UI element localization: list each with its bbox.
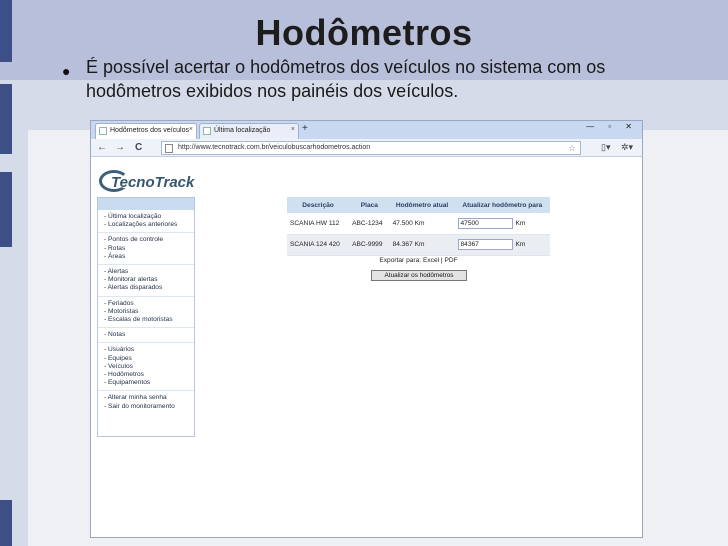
tab-ultima-localizacao[interactable]	[199, 123, 299, 139]
column-header: Placa	[349, 197, 390, 213]
menu-group	[98, 233, 194, 265]
forward-arrow-icon[interactable]: →	[115, 142, 125, 153]
update-odometers-button[interactable]: Atualizar os hodômetros	[371, 270, 467, 281]
export-pdf-link[interactable]: PDF	[444, 257, 458, 264]
browser-window	[90, 120, 643, 538]
unit-label: Km	[515, 241, 526, 249]
menu-item-equipamentos[interactable]: - Equipamentos	[104, 379, 151, 387]
table-row	[287, 213, 550, 234]
menu-item-ultima-localizacao[interactable]: - Última localização	[104, 213, 162, 220]
side-menu	[97, 197, 195, 437]
menu-item-veiculos[interactable]: - Veículos	[104, 362, 133, 370]
menu-group	[98, 297, 194, 329]
tab-bar	[91, 121, 642, 139]
page-favicon-icon	[99, 127, 107, 135]
cell-hodometro-atual: 47.500 Km	[390, 213, 455, 234]
slide-bullet-text: É possível acertar o hodômetros dos veículos no sistema com os hodômetros exibidos nos painéis dos veículos.	[86, 57, 606, 101]
menu-group	[98, 210, 194, 233]
menu-item-usuarios[interactable]: - Usuários	[104, 346, 135, 354]
web-page	[91, 157, 643, 538]
menu-item-areas[interactable]: - Áreas	[104, 252, 126, 260]
cell-descricao: SCANIA 124 420	[287, 234, 349, 255]
menu-item-alterar-senha[interactable]: - Alterar minha senha	[104, 394, 167, 402]
tools-menu-icon[interactable]: ✲▾	[621, 142, 634, 152]
slide-decor-block	[0, 500, 12, 546]
tab-hodometros[interactable]	[95, 123, 197, 139]
menu-group	[98, 343, 194, 391]
menu-item-escalas-de-motoristas[interactable]: - Escalas de motoristas	[104, 316, 173, 324]
bullet-icon: ●	[62, 63, 71, 79]
new-tab-button[interactable]: +	[302, 123, 308, 134]
menu-item-localizacoes-anteriores[interactable]: - Localizações anteriores	[104, 221, 178, 229]
page-menu-icon[interactable]: ▯▾	[601, 142, 611, 152]
menu-item-equipes[interactable]: - Equipes	[104, 354, 132, 362]
column-header: Atualizar hodômetro para	[455, 197, 551, 213]
slide-decor-block	[0, 172, 12, 247]
menu-item-feriados[interactable]: - Feriados	[104, 299, 134, 307]
export-excel-link[interactable]: Excel	[422, 257, 440, 264]
menu-item-pontos-de-controle[interactable]: - Pontos de controle	[104, 236, 164, 244]
menu-item-hodometros[interactable]: - Hodômetros	[104, 371, 144, 379]
column-header: Descrição	[287, 197, 349, 213]
side-menu-header	[98, 198, 194, 210]
menu-item-notas[interactable]: - Notas	[104, 331, 126, 339]
export-separator: |	[440, 257, 443, 264]
tab-label: Última localização	[214, 127, 271, 134]
url-text: http://www.tecnotrack.com.br/veiculobuscarhodometros.action	[178, 144, 371, 151]
column-header: Hodômetro atual	[390, 197, 455, 213]
logo-text: TecnoTrack	[111, 174, 195, 191]
cell-atualizar	[455, 234, 551, 255]
bookmark-star-icon[interactable]: ☆	[567, 143, 576, 153]
menu-group	[98, 391, 194, 413]
menu-item-sair[interactable]: - Sair do monitoramento	[104, 402, 175, 410]
cell-placa: ABC-1234	[349, 213, 390, 234]
back-arrow-icon[interactable]: ←	[97, 142, 107, 153]
cell-descricao: SCANIA HW 112	[287, 213, 349, 234]
menu-group	[98, 265, 194, 297]
export-links	[287, 257, 550, 264]
menu-item-alertas-disparados[interactable]: - Alertas disparados	[104, 284, 163, 292]
close-tab-icon[interactable]: ×	[188, 126, 193, 133]
table-row	[287, 234, 550, 255]
unit-label: Km	[515, 220, 526, 227]
page-icon	[165, 144, 173, 153]
menu-group	[98, 328, 194, 343]
odometer-input[interactable]: 47500	[458, 218, 513, 229]
odometer-input[interactable]: 84367	[458, 239, 513, 250]
export-label: Exportar para:	[379, 257, 422, 264]
reload-icon[interactable]: C	[135, 142, 143, 153]
menu-item-rotas[interactable]: - Rotas	[104, 244, 126, 252]
cell-hodometro-atual: 84.367 Km	[390, 234, 455, 255]
tab-label: Hodômetros dos veículos	[110, 127, 189, 134]
slide-title: Hodômetros	[255, 12, 473, 53]
cell-placa: ABC-9999	[349, 234, 390, 255]
odometer-table	[287, 197, 550, 256]
close-tab-icon[interactable]: ×	[290, 126, 295, 133]
slide-decor-block	[0, 84, 12, 154]
menu-item-motoristas[interactable]: - Motoristas	[104, 307, 139, 315]
window-controls[interactable]: — ▫ ✕	[586, 122, 638, 131]
table-header-row	[287, 197, 550, 213]
cell-atualizar	[455, 213, 551, 234]
address-bar[interactable]	[161, 141, 581, 155]
page-favicon-icon	[203, 127, 211, 135]
browser-toolbar	[91, 139, 642, 157]
menu-item-monitorar-alertas[interactable]: - Monitorar alertas	[104, 276, 158, 284]
tecnotrack-logo	[99, 165, 219, 199]
menu-item-alertas[interactable]: - Alertas	[104, 268, 129, 276]
